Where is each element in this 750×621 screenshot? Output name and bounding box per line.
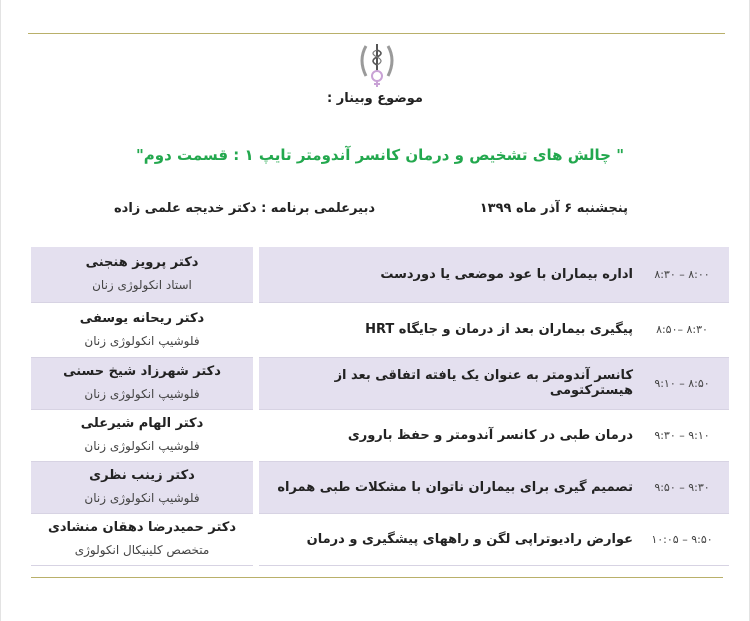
session-speaker xyxy=(31,461,256,513)
session-time: ۹:۳۰ – ۹:۵۰ xyxy=(635,461,729,513)
speaker-name: دکتر ریحانه یوسفی xyxy=(79,310,205,326)
speaker-role: متخصص کلینیکال انکولوژی xyxy=(74,543,210,557)
schedule-row xyxy=(31,461,729,513)
session-topic: عوارض رادیوتراپی لگن و راههای پیشگیری و درمان xyxy=(256,513,635,565)
session-speaker xyxy=(31,409,256,461)
speaker-name: دکتر زینب نظری xyxy=(89,468,195,483)
speaker-name: دکتر شهرزاد شیخ حسنی xyxy=(63,364,221,379)
speaker-name: دکتر الهام شیرعلی xyxy=(80,416,204,431)
speaker-name: دکتر حمیدرضا دهقان منشادی xyxy=(47,520,237,535)
speaker-role: استاد انکولوژی زنان xyxy=(92,278,192,293)
schedule-row xyxy=(31,409,729,461)
session-topic: تصمیم گیری برای بیماران ناتوان با مشکلات طبی همراه xyxy=(256,461,635,513)
session-time: ۸:۳۰ –۸:۵۰ xyxy=(635,302,729,357)
scientific-secretary: دبیرعلمی برنامه : دکتر خدیجه علمی زاده xyxy=(114,201,375,216)
speaker-role: فلوشیپ انکولوژی زنان xyxy=(84,491,200,505)
session-time: ۹:۵۰ – ۱۰:۰۵ xyxy=(635,513,729,565)
session-time: ۸:۰۰ – ۸:۳۰ xyxy=(635,247,729,302)
bottom-rule xyxy=(31,577,723,578)
schedule-row xyxy=(31,302,729,357)
schedule-row xyxy=(31,513,729,565)
schedule-row xyxy=(31,247,729,302)
medical-logo-icon xyxy=(352,38,402,88)
session-topic: کانسر آندومتر به عنوان یک یافته اتفاقی بعد از هیسترکتومی xyxy=(256,357,635,409)
schedule-row xyxy=(31,357,729,409)
webinar-title: " چالش های تشخیص و درمان کانسر آندومتر تایپ ۱ : قسمت دوم" xyxy=(135,146,625,164)
webinar-subject-label: موضوع وبینار : xyxy=(327,91,423,106)
speaker-role: فلوشیپ انکولوژی زنان xyxy=(84,439,200,453)
session-time: ۹:۱۰ – ۹:۳۰ xyxy=(635,409,729,461)
session-topic: اداره بیماران با عود موضعی یا دوردست xyxy=(256,247,635,302)
speaker-role: فلوشیپ انکولوژی زنان xyxy=(84,387,200,401)
session-time: ۸:۵۰ – ۹:۱۰ xyxy=(635,357,729,409)
speaker-name: دکتر پرویز هنجنی xyxy=(85,255,199,271)
top-rule xyxy=(28,33,725,34)
schedule-table xyxy=(31,247,729,566)
session-speaker xyxy=(31,357,256,409)
session-topic: درمان طبی در کانسر آندومتر و حفظ باروری xyxy=(256,409,635,461)
session-speaker xyxy=(31,302,256,357)
speaker-role: فلوشیپ انکولوژی زنان xyxy=(84,333,200,348)
webinar-date: پنجشنبه ۶ آذر ماه ۱۳۹۹ xyxy=(479,201,628,216)
session-speaker xyxy=(31,513,256,565)
session-topic: پیگیری بیماران بعد از درمان و جایگاه HRT xyxy=(256,302,635,357)
session-speaker xyxy=(31,247,256,302)
